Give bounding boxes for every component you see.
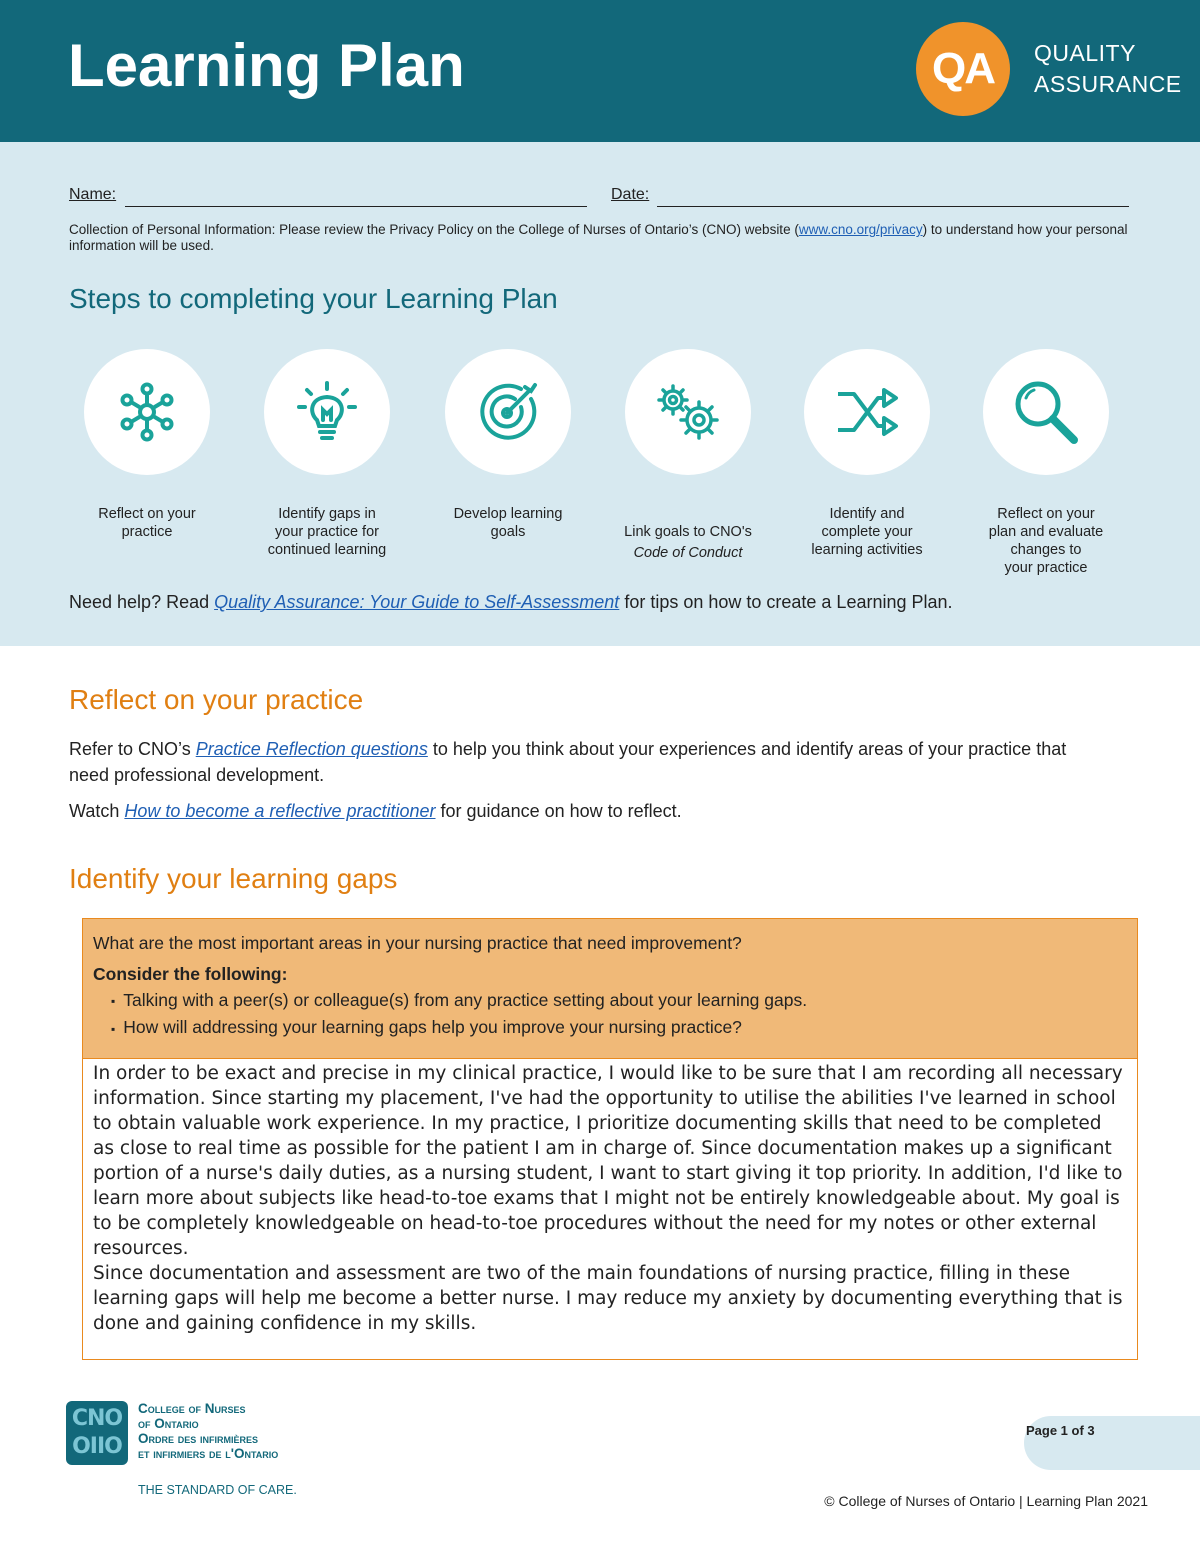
step-label: Develop learning goals (453, 506, 563, 540)
answer-paragraph-1: In order to be exact and precise in my clinical practice, I would like to be sure that I am recording all necessary information. Since starting my placement, I've had the opportunity to utilise the abilities I've learned in school to obtain valuable work experience. In my practice, I prioritize documenting skills that need to be completed as close to real time as possible for the patient I am in charge of. Since documentation makes up a significant portion of a nurse's daily duties, as a nursing student, I want to start giving it top priority. In addition, I'd like to learn more about subjects like head-to-toe exams that I might not be entirely knowledgeable about. My goal is to be completely knowledgeable on head-to-toe procedures without the need for my notes or other external resources. (93, 1063, 1123, 1259)
gaps-answer-field[interactable] (83, 1059, 1137, 1336)
org-name-fr-1: Ordre des infirmières (138, 1431, 259, 1446)
qa-logo-line1: QUALITY (1034, 40, 1136, 66)
step-label (598, 505, 778, 580)
date-label: Date: (611, 186, 650, 203)
step-label: Identify and complete your learning activities (811, 506, 923, 558)
shuffle-icon (834, 384, 900, 440)
privacy-notice (69, 222, 1129, 254)
step-circle (983, 349, 1109, 475)
watch-paragraph (69, 798, 682, 824)
page-number: Page 1 of 3 (1026, 1423, 1095, 1438)
cno-logo-text (138, 1401, 278, 1461)
org-name-fr-2: et infirmiers de l'Ontario (138, 1446, 279, 1461)
steps-heading: Steps to completing your Learning Plan (69, 283, 558, 314)
help-prefix: Need help? Read (69, 592, 215, 612)
step-circle (804, 349, 930, 475)
step-label-text: Link goals to CNO's (624, 524, 752, 540)
list-item: ▪ How will addressing your learning gaps help you improve your nursing practice? (111, 1014, 1127, 1041)
step-learning-activities (777, 349, 957, 559)
step-link-goals (598, 349, 778, 580)
lightbulb-icon (295, 380, 359, 444)
reflect-heading: Reflect on your practice (69, 684, 364, 715)
step-circle (625, 349, 751, 475)
step-circle (84, 349, 210, 475)
learning-gaps-box (82, 918, 1138, 1360)
step-develop-goals (418, 349, 598, 541)
gaps-heading: Identify your learning gaps (69, 863, 398, 894)
qa-logo: QA (916, 22, 1010, 116)
privacy-text: Collection of Personal Information: Please review the Privacy Policy on the College of Nurses of Ontario’s (CNO) website ( (69, 222, 799, 237)
step-label: Identify gaps in your practice for continued learning (267, 506, 387, 558)
consider-list (93, 987, 1127, 1042)
reflective-practitioner-link[interactable]: How to become a reflective practitioner (124, 801, 436, 821)
date-input-line[interactable] (657, 186, 1129, 207)
watch-prefix: Watch (69, 801, 125, 821)
org-name-en-2: of Ontario (138, 1416, 199, 1431)
help-suffix: for tips on how to create a Learning Plan. (619, 592, 953, 612)
date-field[interactable] (611, 186, 1129, 208)
privacy-text-end: ) to understand how your personal information will be used. (69, 222, 1128, 253)
header-banner (0, 0, 1200, 142)
list-item: ▪ Talking with a peer(s) or colleague(s) from any practice setting about your learning gaps. (111, 987, 1127, 1014)
qa-logo-text (1034, 38, 1182, 100)
name-label: Name: (69, 186, 117, 203)
target-icon (477, 381, 539, 443)
reflect-p1-prefix: Refer to CNO’s (69, 739, 196, 759)
guide-link[interactable]: Quality Assurance: Your Guide to Self-Assessment (214, 592, 620, 612)
help-text (69, 592, 953, 613)
cno-logo-mark: CNO OIIO (66, 1401, 128, 1465)
watch-suffix: for guidance on how to reflect. (435, 801, 682, 821)
cno-logo (66, 1401, 346, 1501)
org-name-en-1: College of Nurses (138, 1401, 246, 1416)
gaps-prompt (83, 919, 1137, 1059)
step-label: Reflect on your practice (98, 506, 196, 540)
name-input-line[interactable] (125, 186, 587, 207)
copyright: © College of Nurses of Ontario | Learning Plan 2021 (824, 1493, 1148, 1509)
answer-paragraph-2: Since documentation and assessment are two of the main foundations of nursing practice, filling in these learning gaps will help me become a better nurse. I may reduce my anxiety by documenting everything that is done and gaining confidence in my skills. (93, 1263, 1123, 1334)
qa-logo-line2: ASSURANCE (1034, 71, 1182, 97)
step-evaluate (956, 349, 1136, 577)
code-of-conduct-text: Code of Conduct (633, 545, 743, 561)
consider-label: Consider the following: (93, 964, 288, 984)
step-circle (445, 349, 571, 475)
name-field[interactable] (69, 186, 587, 208)
practice-reflection-link[interactable]: Practice Reflection questions (195, 739, 428, 759)
step-circle (264, 349, 390, 475)
network-icon (117, 382, 177, 442)
step-reflect (57, 349, 237, 541)
reflect-paragraph (69, 736, 1079, 788)
cno-tagline: THE STANDARD OF CARE. (138, 1483, 297, 1497)
gears-icon (651, 380, 725, 444)
step-label: Reflect on your plan and evaluate changes to your practice (988, 506, 1104, 576)
magnifier-icon (1010, 376, 1082, 448)
privacy-link[interactable]: www.cno.org/privacy (798, 222, 923, 237)
page-title: Learning Plan (68, 32, 465, 99)
gaps-question: What are the most important areas in your nursing practice that need improvement? (93, 933, 742, 953)
reflect-p1-suffix: to help you think about your experiences and identify areas of your practice that need professional development. (69, 739, 1067, 785)
step-identify-gaps (237, 349, 417, 559)
